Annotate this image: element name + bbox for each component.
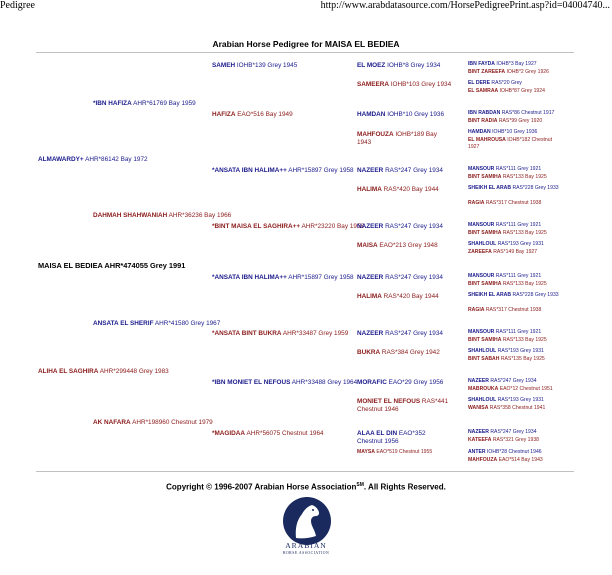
horse-info: RAS*133 Bay 1925 <box>502 281 547 287</box>
horse-name: BINT SABAH <box>468 356 500 362</box>
gen5-horse[interactable] <box>468 337 547 344</box>
gen3-horse[interactable] <box>212 62 297 70</box>
horse-name: SHEIKH EL ARAB <box>468 185 512 191</box>
horse-info: IOHB*139 Grey 1945 <box>236 62 298 69</box>
horse-info: RAS*441 Chestnut 1946 <box>357 398 449 413</box>
horse-info: AHR*41580 Grey 1967 <box>154 320 221 327</box>
sire[interactable] <box>38 156 148 164</box>
horse-info: AHR*61769 Bay 1959 <box>133 100 196 107</box>
horse-info: RAS*149 Bay 1927 <box>493 249 538 255</box>
horse-name: MAYSA <box>357 449 375 455</box>
horse-name: NAZEER <box>357 330 384 337</box>
horse-name: BINT RADIA <box>468 118 498 124</box>
horse-info: EAO*29 Grey 1956 <box>388 379 444 386</box>
gen4-horse[interactable] <box>357 81 451 89</box>
horse-name: IBN RABDAN <box>468 110 501 116</box>
horse-info: AHR*56075 Chestnut 1964 <box>246 430 324 437</box>
browser-page-url: http://www.arabdatasource.com/HorsePedigreePrint.asp?id=04004740... <box>320 0 610 11</box>
horse-info: RAS*193 Grey 1931 <box>497 348 544 354</box>
horse-info: RAS*20 Grey <box>491 80 522 86</box>
gen4-horse[interactable] <box>357 186 439 194</box>
horse-name: NAZEER <box>468 429 489 435</box>
horse-name: AK NAFARA <box>93 419 131 426</box>
horse-name: *ANSATA IBN HALIMA++ <box>212 167 287 174</box>
gen4-horse[interactable] <box>357 111 444 119</box>
horse-info: IOHB*3 Bay 1927 <box>496 61 537 67</box>
horse-info: RAS*247 Grey 1934 <box>490 378 537 384</box>
horse-name: EL DERE <box>468 80 490 86</box>
horse-name: BINT SAMIHA <box>468 281 502 287</box>
grandsire-paternal[interactable] <box>93 100 196 108</box>
horse-info: IOHB*189 Bay 1943 <box>357 131 437 146</box>
subject-horse[interactable] <box>38 261 185 270</box>
gen3-horse[interactable] <box>212 430 324 438</box>
gen4-horse[interactable] <box>357 349 440 357</box>
gen5-horse[interactable] <box>468 166 541 173</box>
bottom-divider <box>36 471 574 472</box>
gen4-horse[interactable] <box>357 398 467 414</box>
horse-info: IOHB*87 Grey 1924 <box>499 88 545 94</box>
horse-info: AHR*198960 Chestnut 1979 <box>132 419 213 426</box>
page-title: Arabian Horse Pedigree for MAISA EL BEDIEA <box>212 39 400 49</box>
sire-name: ALMAWARDY+ <box>38 156 84 163</box>
horse-name: BINT SAMIHA <box>468 230 502 236</box>
horse-info: IOHB*10 Grey 1936 <box>387 111 445 118</box>
horse-info: RAS*193 Grey 1931 <box>497 241 544 247</box>
horse-info: EAO*352 Chestnut 1956 <box>357 430 426 445</box>
gen5-horse[interactable] <box>468 129 537 136</box>
horse-name: WANISA <box>468 405 489 411</box>
grandsire-maternal[interactable] <box>93 320 220 328</box>
horse-name: ZAREEFA <box>468 249 492 255</box>
gen5-horse[interactable] <box>468 230 547 237</box>
granddam-maternal[interactable] <box>93 419 213 427</box>
horse-name: MANSOUR <box>468 166 495 172</box>
service-mark: SM <box>356 482 364 488</box>
horse-info: EAO*519 Chestnut 1955 <box>376 449 433 455</box>
horse-name: SAMEERA <box>357 81 389 88</box>
browser-page-title: Pedigree <box>0 0 35 11</box>
horse-name: HALIMA <box>357 293 382 300</box>
horse-name: NAZEER <box>357 167 384 174</box>
horse-name: ANTER <box>468 449 486 455</box>
horse-info: RAS*135 Bay 1925 <box>500 356 545 362</box>
horse-info: EAO*516 Bay 1949 <box>237 111 293 118</box>
horse-info: AHR*33487 Grey 1959 <box>282 330 349 337</box>
gen5-horse[interactable] <box>468 273 541 280</box>
horse-name: MANSOUR <box>468 273 495 279</box>
gen4-horse[interactable] <box>357 449 432 456</box>
horse-info: RAS*111 Grey 1921 <box>495 222 542 228</box>
horse-info: IOHB*103 Grey 1934 <box>390 81 452 88</box>
dam-info: AHR*299448 Grey 1983 <box>99 368 169 375</box>
horse-name: MANSOUR <box>468 329 495 335</box>
subject-name: MAISA EL BEDIEA <box>38 261 103 270</box>
horse-name: MANSOUR <box>468 222 495 228</box>
horse-info: RAS*228 Grey 1933 <box>512 292 559 298</box>
dam-name: ALIHA EL SAGHIRA <box>38 368 99 375</box>
gen5-horse[interactable] <box>468 110 554 117</box>
horse-info: AHR*15897 Grey 1958 <box>288 167 354 174</box>
horse-name: BUKRA <box>357 349 381 356</box>
gen4-horse[interactable] <box>357 223 443 231</box>
horse-name: MORAFIC <box>357 379 387 386</box>
gen3-horse[interactable] <box>212 330 348 338</box>
gen5-horse[interactable] <box>468 449 542 456</box>
gen5-horse[interactable] <box>468 405 545 412</box>
horse-info: RAS*317 Chestnut 1938 <box>485 200 542 206</box>
horse-info: RAS*111 Grey 1921 <box>495 329 542 335</box>
horse-name: MONIET EL NEFOUS <box>357 398 421 405</box>
horse-name: HAFIZA <box>212 111 236 118</box>
gen5-horse[interactable] <box>468 137 558 150</box>
horse-name: KATEEFA <box>468 437 492 443</box>
horse-name: IBN FAYDA <box>468 61 495 67</box>
gen3-horse[interactable] <box>212 223 364 231</box>
horse-info: EAO*213 Grey 1948 <box>379 242 438 249</box>
horse-info: RAS*133 Bay 1925 <box>502 337 547 343</box>
horse-info: AHR*33488 Grey 1964 <box>291 379 358 386</box>
horse-info: RAS*358 Chestnut 1941 <box>489 405 546 411</box>
gen5-horse[interactable] <box>468 281 547 288</box>
gen5-horse[interactable] <box>468 222 541 229</box>
horse-name: *ANSATA BINT BUKRA <box>212 330 282 337</box>
copyright-text: Copyright © 1996-2007 Arabian Horse Association <box>166 482 357 492</box>
horse-info: RAS*133 Bay 1925 <box>502 174 547 180</box>
horse-info: RAS*247 Grey 1934 <box>385 274 443 281</box>
horse-name: RAGIA <box>468 307 485 313</box>
horse-info: RAS*321 Grey 1938 <box>492 437 539 443</box>
gen4-horse[interactable] <box>357 293 439 301</box>
gen3-horse[interactable] <box>212 111 293 119</box>
gen4-horse[interactable] <box>357 242 438 250</box>
horse-name: EL MOEZ <box>357 62 386 69</box>
horse-name: HAMDAN <box>468 129 491 135</box>
horse-info: RAS*247 Grey 1934 <box>385 330 443 337</box>
gen5-horse[interactable] <box>468 249 537 256</box>
rights-text: . All Rights Reserved. <box>363 482 446 492</box>
horse-name: *BINT MAISA EL SAGHIRA++ <box>212 223 301 230</box>
gen5-horse[interactable] <box>468 292 568 299</box>
gen5-horse[interactable] <box>468 69 549 76</box>
subject-info: AHR*474055 Grey 1991 <box>104 261 186 270</box>
gen3-horse[interactable] <box>212 167 354 175</box>
gen5-horse[interactable] <box>468 61 537 68</box>
gen4-horse[interactable] <box>357 167 443 175</box>
gen5-horse[interactable] <box>468 307 541 314</box>
horse-info: RAS*384 Grey 1942 <box>381 349 440 356</box>
horse-info: RAS*247 Grey 1934 <box>385 223 443 230</box>
horse-info: RAS*111 Grey 1921 <box>495 273 542 279</box>
horse-info: IOHB*8 Grey 1934 <box>387 62 441 69</box>
horse-name: HAMDAN <box>357 111 386 118</box>
gen5-horse[interactable] <box>468 329 541 336</box>
gen5-horse[interactable] <box>468 437 539 444</box>
horse-name: MAHFOUZA <box>357 131 394 138</box>
horse-name: NAZEER <box>357 274 384 281</box>
granddam-paternal[interactable] <box>93 212 231 220</box>
horse-info: RAS*193 Grey 1931 <box>497 397 544 403</box>
horse-info: RAS*99 Grey 1920 <box>498 118 543 124</box>
horse-info: RAS*317 Chestnut 1938 <box>485 307 542 313</box>
gen3-horse[interactable] <box>212 274 354 282</box>
horse-info: RAS*111 Grey 1921 <box>495 166 542 172</box>
logo-wordmark: ARABIAN <box>285 541 327 550</box>
horse-info: RAS*247 Grey 1934 <box>385 167 443 174</box>
horse-name: DAHMAH SHAHWANIAH <box>93 212 168 219</box>
horse-info: IOHB*182 Chestnut 1927 <box>468 137 552 150</box>
gen4-horse[interactable] <box>357 274 443 282</box>
horse-name: *MAGIDAA <box>212 430 246 437</box>
gen5-horse[interactable] <box>468 118 542 125</box>
logo-subtitle: HORSE ASSOCIATION <box>282 551 330 555</box>
gen5-horse[interactable] <box>468 386 553 393</box>
horse-info: RAS*133 Bay 1925 <box>502 230 547 236</box>
gen5-horse[interactable] <box>468 200 541 207</box>
horse-name: MAISA <box>357 242 378 249</box>
horse-info: AHR*23220 Bay 1958 <box>301 223 365 230</box>
horse-info: RAS*228 Grey 1933 <box>512 185 559 191</box>
gen5-horse[interactable] <box>468 241 544 248</box>
horse-name: EL MAHROUSA <box>468 137 506 143</box>
gen4-horse[interactable] <box>357 131 439 147</box>
gen4-horse[interactable] <box>357 379 443 387</box>
horse-info: RAS*247 Grey 1934 <box>490 429 537 435</box>
horse-name: MABROUKA <box>468 386 499 392</box>
horse-name: SAMEH <box>212 62 236 69</box>
horse-name: *IBN MONIET EL NEFOUS <box>212 379 291 386</box>
horse-name: BINT SAMIHA <box>468 174 502 180</box>
horse-info: EAO*514 Bay 1943 <box>498 457 543 463</box>
horse-name: SHEIKH EL ARAB <box>468 292 512 298</box>
gen4-horse[interactable] <box>357 430 439 446</box>
horse-info: RAS*86 Chestnut 1917 <box>501 110 555 116</box>
gen5-horse[interactable] <box>468 174 547 181</box>
horse-name: *ANSATA IBN HALIMA++ <box>212 274 287 281</box>
horse-info: EAO*12 Chestnut 1951 <box>499 386 553 392</box>
horse-info: IOHB*10 Grey 1936 <box>492 129 538 135</box>
horse-name: MAHFOUZA <box>468 457 498 463</box>
horse-info: RAS*420 Bay 1944 <box>383 186 439 193</box>
horse-info: AHR*15897 Grey 1958 <box>288 274 354 281</box>
horse-info: RAS*420 Bay 1944 <box>383 293 439 300</box>
gen5-horse[interactable] <box>468 378 537 385</box>
horse-name: NAZEER <box>357 223 384 230</box>
gen5-horse[interactable] <box>468 457 543 464</box>
horse-name: ANSATA EL SHERIF <box>93 320 154 327</box>
gen4-horse[interactable] <box>357 62 440 70</box>
gen5-horse[interactable] <box>468 429 537 436</box>
gen5-horse[interactable] <box>468 397 544 404</box>
horse-name: SHAHLOUL <box>468 241 497 247</box>
horse-info: IOHB*28 Chestnut 1946 <box>486 449 542 455</box>
gen5-horse[interactable] <box>468 88 545 95</box>
horse-name: NAZEER <box>468 378 489 384</box>
gen3-horse[interactable] <box>212 379 357 387</box>
horse-name: BINT ZAREEFA <box>468 69 506 75</box>
horse-info: IOHB*2 Grey 1926 <box>506 69 549 75</box>
top-divider <box>36 52 574 53</box>
horse-name: SHAHLOUL <box>468 348 497 354</box>
copyright-notice <box>0 482 612 492</box>
horse-name: *IBN HAFIZA <box>93 100 132 107</box>
gen5-horse[interactable] <box>468 356 545 363</box>
gen4-horse[interactable] <box>357 330 443 338</box>
gen5-horse[interactable] <box>468 348 544 355</box>
dam[interactable] <box>38 368 169 376</box>
gen5-horse[interactable] <box>468 185 568 192</box>
gen5-horse[interactable] <box>468 80 522 87</box>
horse-name: SHAHLOUL <box>468 397 497 403</box>
horse-name: HALIMA <box>357 186 382 193</box>
horse-info: AHR*36236 Bay 1966 <box>168 212 232 219</box>
horse-name: ALAA EL DIN <box>357 430 398 437</box>
sire-info: AHR*86142 Bay 1972 <box>85 156 148 163</box>
horse-name: RAGIA <box>468 200 485 206</box>
horse-name: BINT SAMIHA <box>468 337 502 343</box>
horse-name: EL SAMRAA <box>468 88 499 94</box>
